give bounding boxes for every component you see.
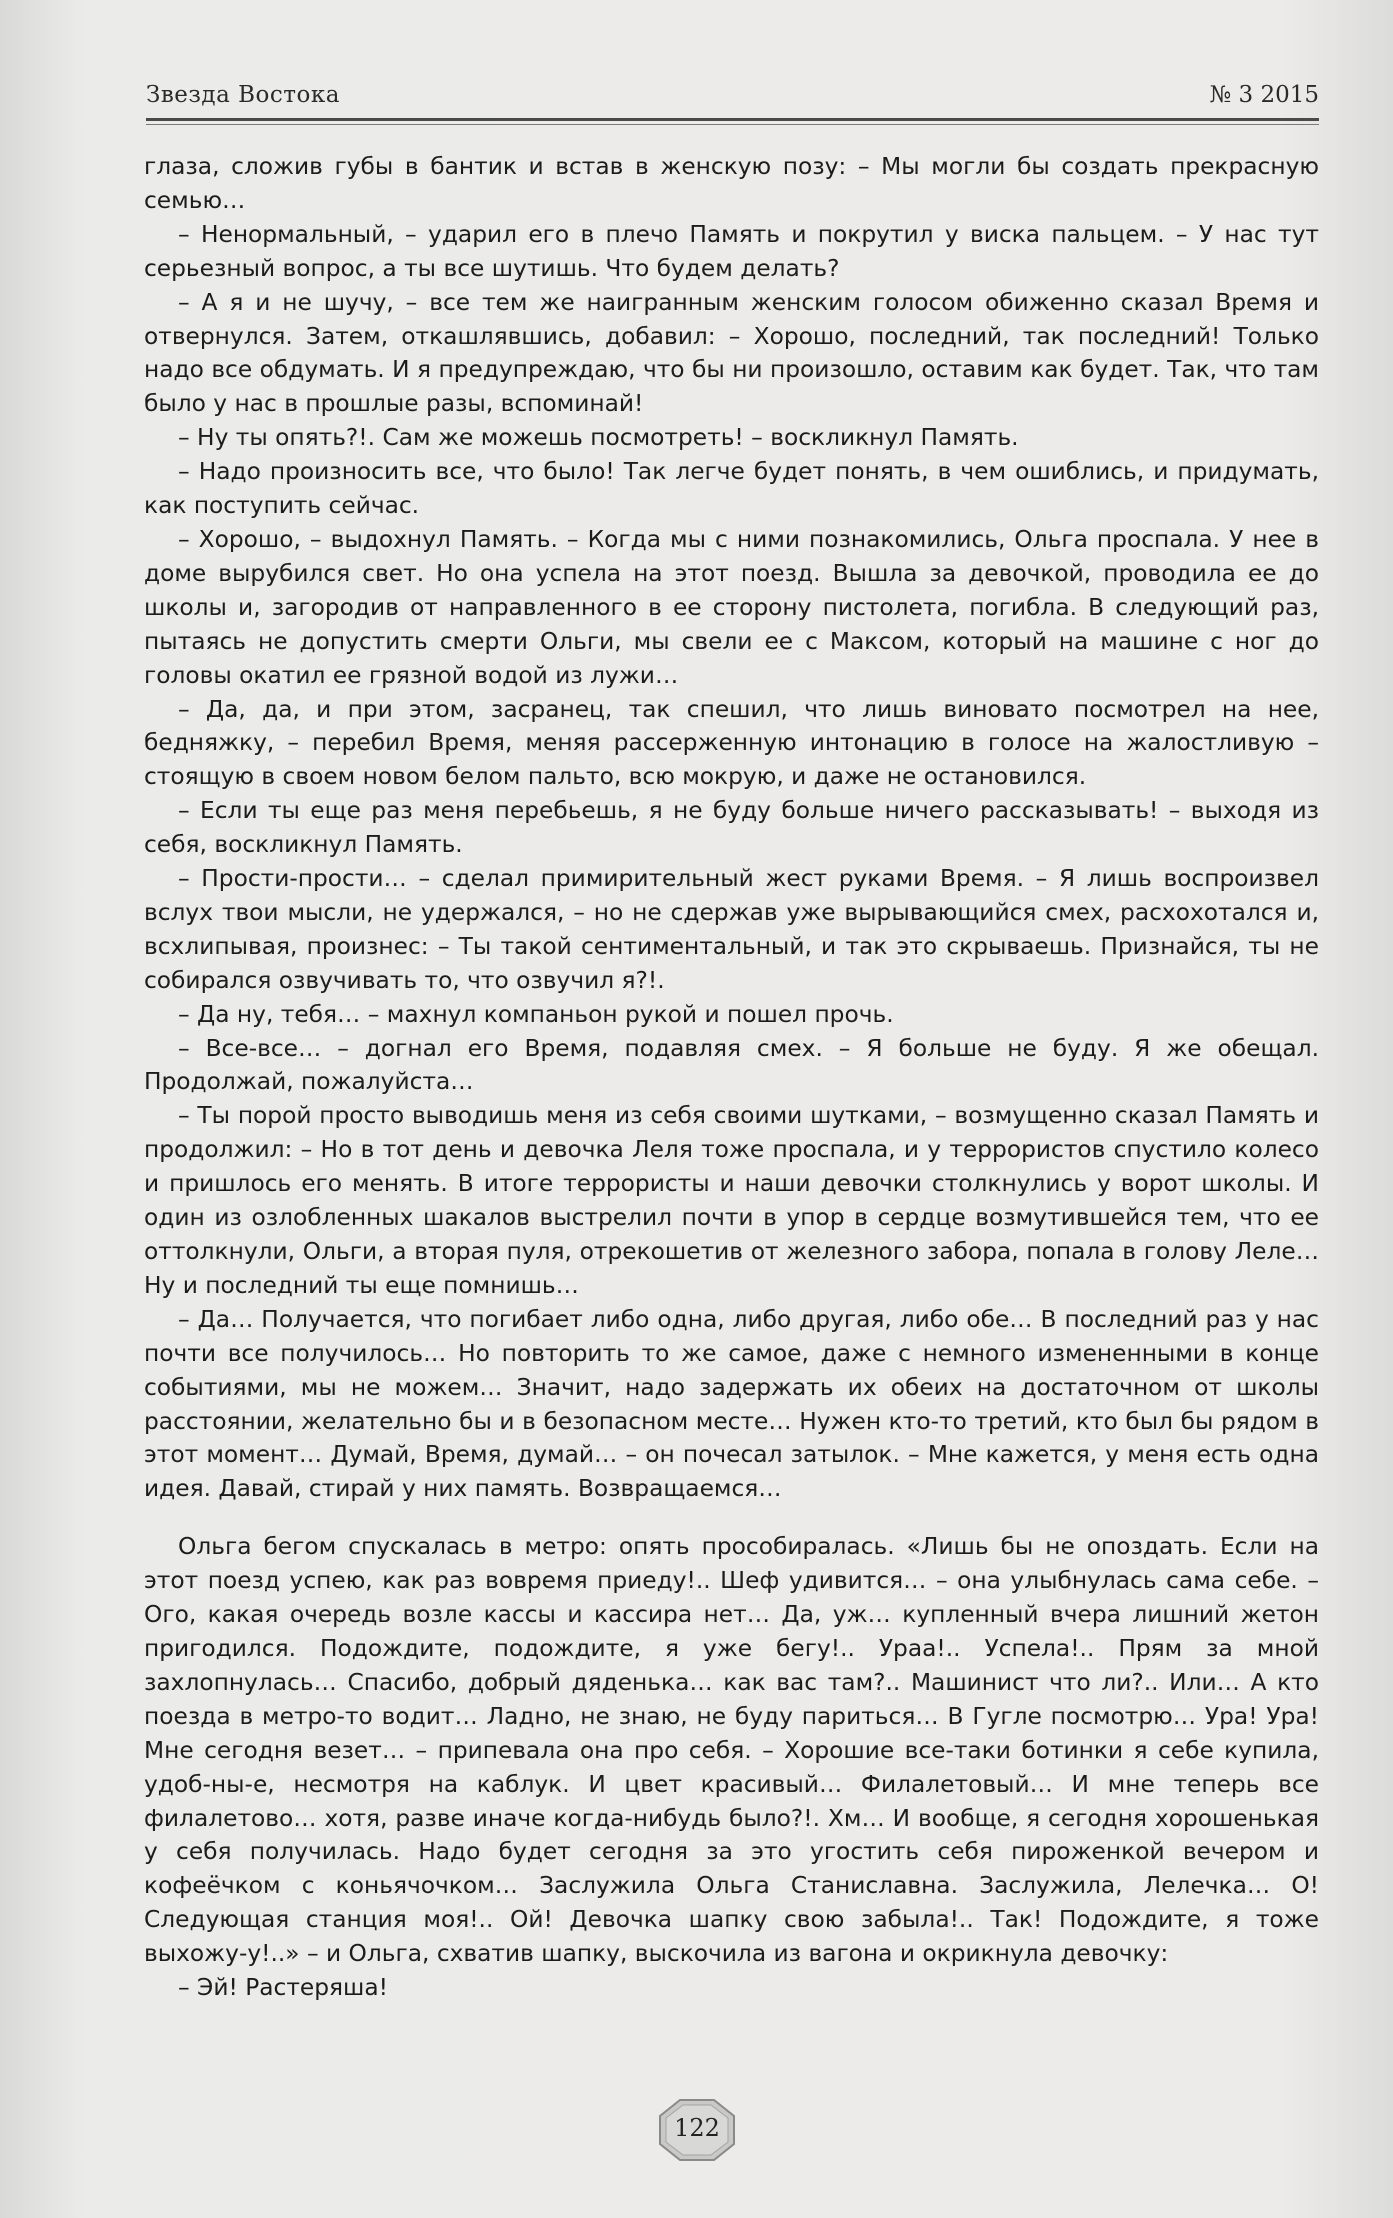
paragraph: – Все-все… – догнал его Время, подавляя смех. – Я больше не буду. Я же обещал. Продолжай, пожалуйста… [144, 1034, 1319, 1096]
paragraph: – Хорошо, – выдохнул Память. – Когда мы с ними познакомились, Ольга проспала. У нее в доме вырубился свет. Но она успела на этот поезд. Вышла за девочкой, проводила ее до школы и, загородив от направленного в ее сторону пистолета, погибла. В следующий раз, пытаясь не допустить смерти Ольги, мы свели ее с Максом, который на машине с ног до головы окатил ее грязной водой из лужи… [144, 525, 1319, 689]
paragraph: – Прости-прости… – сделал примирительный жест руками Время. – Я лишь воспроизвел вслух твои мысли, не удержался, – но не сдержав уже вырывающийся смех, расхохотался и, всхлипывая, произнес: – Ты такой сентиментальный, и так это скрываешь. Признайся, ты не собирался озвучивать то, что озвучил я?!. [144, 865, 1319, 994]
paragraph: Ольга бегом спускалась в метро: опять прособиралась. «Лишь бы не опоздать. Если на этот поезд успею, как раз вовремя приеду!.. Шеф удивится… – она улыбнулась сама себе. – Ого, какая очередь возле кассы и кассира нет… Да, уж… купленный вчера лишний жетон пригодился. Подождите, подождите, я уже бегу!.. Ураа!.. Успела!.. Прям за мной захлопнулась… Спасибо, добрый дяденька… как вас там?.. Машинист что ли?.. Или… А кто поезда в метро-то водит… Ладно, не знаю, не буду париться… В Гугле посмотрю… Ура! Ура! Мне сегодня везет… – припевала она про себя. – Хорошие все-таки ботинки я себе купила, удоб-ны-е, несмотря на каблук. И цвет красивый… Филалетовый… И мне теперь все филалетово… хотя, разве иначе когда-нибудь было?!. Хм… И вообще, я сегодня хорошенькая у себя получилась. Надо будет сегодня за это угостить себя пироженкой вечером и кофеёчком с коньячочком… Заслужила Ольга Станиславна. Заслужила, Лелечка… О! Следующая станция моя!.. Ой! Девочка шапку свою забыла!.. Так! Подождите, я тоже выхожу-у!..» – и Ольга, схватив шапку, выскочила из вагона и окрикнула девочку: [144, 1533, 1319, 1968]
paragraph: – Да, да, и при этом, засранец, так спешил, что лишь виновато посмотрел на нее, бедняжку, – перебил Время, меняя рассерженную интонацию в голосе на жалостливую – стоящую в своем новом белом пальто, всю мокрую, и даже не остановился. [144, 695, 1319, 791]
paragraph: – А я и не шучу, – все тем же наигранным женским голосом обиженно сказал Время и отвернулся. Затем, откашлявшись, добавил: – Хорошо, последний, так последний! Только надо все обдумать. И я предупреждаю, что бы ни произошло, оставим как будет. Так, что там было у нас в прошлые разы, вспоминай! [144, 288, 1319, 418]
header-rule-thin [146, 124, 1319, 125]
paragraph: – Надо произносить все, что было! Так легче будет понять, в чем ошиблись, и придумать, как поступить сейчас. [144, 458, 1319, 520]
header-rule [146, 118, 1319, 121]
page-number: 122 [674, 2114, 720, 2142]
body-text [144, 150, 1319, 2005]
paragraph: – Ненормальный, – ударил его в плечо Память и покрутил у виска пальцем. – У нас тут серьезный вопрос, а ты все шутишь. Что будем делать? [144, 220, 1319, 282]
paragraph: – Ну ты опять?!. Сам же можешь посмотреть! – воскликнул Память. [178, 424, 1019, 452]
paragraph: – Если ты еще раз меня перебьешь, я не буду больше ничего рассказывать! – выходя из себя, воскликнул Память. [144, 797, 1319, 859]
page-number-badge [658, 2098, 736, 2162]
paragraph: глаза, сложив губы в бантик и встав в женскую позу: – Мы могли бы создать прекрасную семью… [144, 153, 1319, 214]
journal-title: Звезда Востока [146, 82, 340, 108]
paragraph: – Да… Получается, что погибает либо одна, либо другая, либо обе… В последний раз у нас почти все получилось… Но повторить то же самое, даже с немного измененными в конце событиями, мы не можем… Значит, надо задержать их обеих на достаточном от школы расстоянии, желательно бы и в безопасном месте… Нужен кто-то третий, кто был бы рядом в этот момент… Думай, Время, думай… – он почесал затылок. – Мне кажется, у меня есть одна идея. Давай, стирай у них память. Возвращаемся… [144, 1305, 1319, 1503]
paragraph: – Да ну, тебя… – махнул компаньон рукой и пошел прочь. [178, 1000, 894, 1028]
issue-number: № 3 2015 [1209, 82, 1319, 108]
running-header [146, 74, 1319, 124]
paragraph: – Ты порой просто выводишь меня из себя своими шутками, – возмущенно сказал Память и продолжил: – Но в тот день и девочка Леля тоже проспала, и у террористов спустило колесо и пришлось его менять. В итоге террористы и наши девочки столкнулись у ворот школы. И один из озлобленных шакалов выстрелил почти в упор в сердце возмутившейся тем, что ее оттолкнули, Ольги, а вторая пуля, отрекошетив от железного забора, попала в голову Леле… Ну и последний ты еще помнишь… [144, 1102, 1319, 1299]
section-break [144, 1506, 1319, 1530]
paragraph: – Эй! Растеряша! [178, 1974, 388, 2002]
